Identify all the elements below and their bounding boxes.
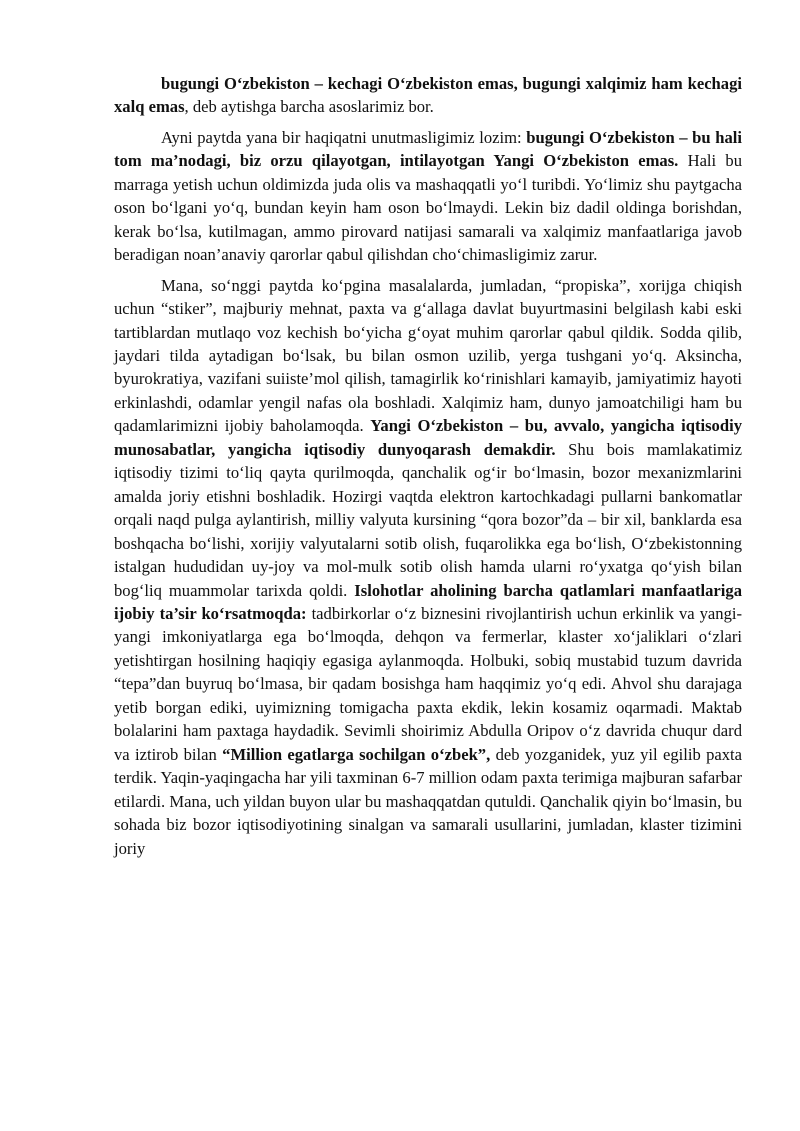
bold-text: “Million egatlarga sochilgan o‘zbek”, — [222, 744, 491, 764]
bold-text: Yangi O‘zbekiston – bu, avvalo, yangicha iqtisodiy munosabatlar, yangicha iqtisodiy dunyoqarash demakdir. — [114, 416, 742, 459]
body-text: , deb aytishga barcha asoslarimiz bor. — [184, 97, 434, 117]
bold-text: bugungi O‘zbekiston – kechagi O‘zbekiston emas, bugungi xalqimiz ham kechagi xalq emas — [114, 74, 742, 117]
paragraph-1 — [114, 72, 742, 119]
body-text: Hali bu marraga yetish uchun oldimizda juda olis va mashaqqatli yo‘l turibdi. Yo‘limiz shu paytgacha oson bo‘lgani yo‘q, bundan keyin ham oson bo‘lmaydi. Lekin biz dadil oldinga borishdan, kerak bo‘lsa, kutilmagan, ammo pirovard natijasi samarali va xalqimiz manfaatlariga javob beradigan noan’anaviy qarorlar qabul qilishdan cho‘chimasligimiz zarur. — [114, 151, 742, 265]
body-text: Mana, so‘nggi paytda ko‘pgina masalalarda, jumladan, “propiska”, xorijga chiqish uchun “stiker”, majburiy mehnat, paxta va g‘allaga davlat buyurtmasini belgilash kabi eski tartiblardan mutlaqo voz kechish bo‘yicha g‘oyat muhim qarorlar qabul qildik. Sodda qilib, jaydari tilda aytadigan bo‘lsak, bu bilan osmon uzilib, yerga tushgani yo‘q. Aksincha, byurokratiya, vazifani suiiste’mol qilish, tamagirlik ko‘rinishlari kamayib, jamiyatimiz hayoti erkinlashdi, odamlar yengil nafas ola boshladi. Xalqimiz ham, dunyo jamoatchiligi ham bu qadamlarimizni ijobiy baholamoqda. — [114, 275, 742, 436]
paragraph-2 — [114, 126, 742, 267]
bold-text: Islohotlar aholining barcha qatlamlari manfaatlariga ijobiy ta’sir ko‘rsatmoqda: — [114, 580, 743, 623]
document-page — [114, 72, 742, 867]
paragraph-3 — [114, 274, 742, 860]
body-text: Shu bois mamlakatimiz iqtisodiy tizimi to‘liq qayta qurilmoqda, qanchalik og‘ir bo‘lmasin, bozor mexanizmlarini amalda joriy etishni boshladik. Hozirgi vaqtda elektron kartochkadagi pullarni bankomatlar orqali naqd pulga aylantirish, milliy valyuta kursining “qora bozor”da – bir xil, banklarda esa boshqacha bo‘lishi, xorijiy valyutalarni sotib olish, fuqarolikka ega bo‘lish, O‘zbekistonning istalgan hududidan uy-joy va mol-mulk sotib olish hamda ularni ro‘yxatga qo‘yish bilan bog‘liq muammolar tarixda qoldi. — [114, 439, 742, 600]
body-text: tadbirkorlar o‘z biznesini rivojlantirish uchun erkinlik va yangi-yangi imkoniyatlarga ega bo‘lmoqda, dehqon va fermerlar, klaster xo‘jaliklari o‘zlari yetishtirgan hosilning haqiqiy egasiga aylanmoqda. Holbuki, sobiq mustabid tuzum davrida “tepa”dan buyruq bo‘lmasa, bir qadam bosishga ham haqqimiz yo‘q edi. Ahvol shu darajaga yetib borgan ediki, uyimizning tomigacha paxta ekdik, lekin kosamiz oqarmadi. Maktab bolalarini ham paxtaga haydadik. Sevimli shoirimiz Abdulla Oripov o‘z davrida chuqur dard va iztirob bilan — [114, 603, 743, 764]
body-text: Ayni paytda yana bir haqiqatni unutmasligimiz lozim: — [161, 127, 527, 147]
body-text: deb yozganidek, yuz yil egilib paxta terdik. Yaqin-yaqingacha har yili taxminan 6-7 million odam paxta terimiga majburan safarbar etilardi. Mana, uch yildan buyon ular bu mashaqqatdan qutuldi. Qanchalik qiyin bo‘lmasin, bu sohada biz bozor iqtisodiyotining sinalgan va samarali usullarini, jumladan, klaster tizimini joriy — [114, 744, 742, 858]
bold-text: bugungi O‘zbekiston – bu hali tom ma’nodagi, biz orzu qilayotgan, intilayotgan Yangi O‘zbekiston emas. — [114, 127, 742, 171]
